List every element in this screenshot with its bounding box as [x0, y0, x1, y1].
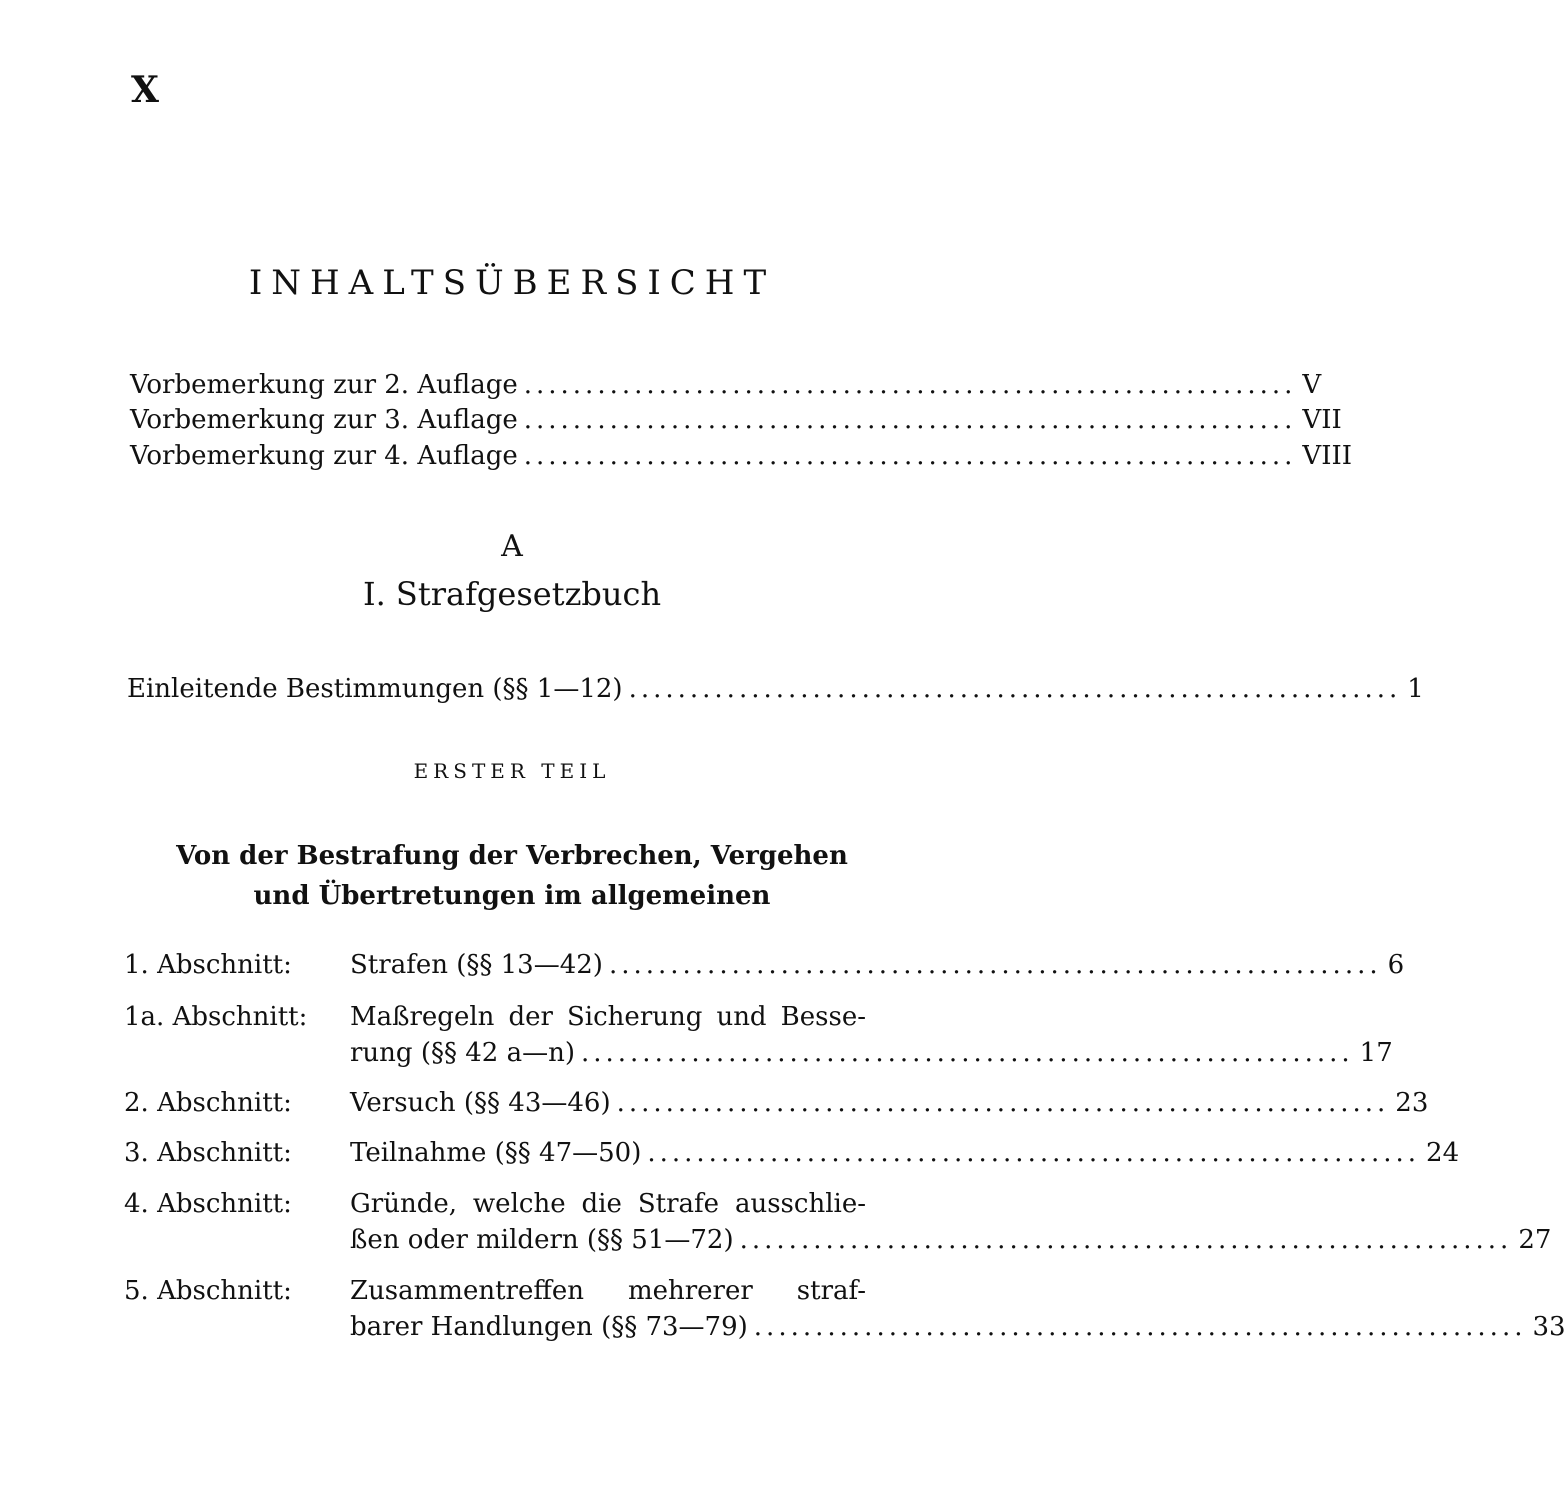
section-letter: A	[501, 529, 523, 564]
chapter-title-line-2: rung (§§ 42 a—n)	[350, 1038, 575, 1068]
chapter-page: 6	[1387, 950, 1405, 980]
chapter-entry-1	[124, 950, 1405, 986]
chapter-title-line-1: Gründe, welche die Strafe ausschlie-	[350, 1189, 866, 1219]
book-title: I. Strafgesetzbuch	[362, 575, 662, 613]
chapter-title-line-2: barer Handlungen (§§ 73—79)	[350, 1312, 748, 1342]
chapter-page: 23	[1395, 1088, 1429, 1118]
chapter-title: Versuch (§§ 43—46)	[350, 1088, 611, 1118]
chapter-title-line-2: ßen oder mildern (§§ 51—72)	[350, 1225, 734, 1255]
toc-entry-page: 1	[1407, 674, 1424, 704]
part-heading: ERSTER TEIL	[413, 759, 611, 783]
chapter-entry-1a	[124, 1002, 1393, 1074]
page-title: INHALTSÜBERSICHT	[248, 263, 776, 303]
chapter-page: 24	[1426, 1138, 1460, 1168]
chapter-entry-2	[124, 1088, 1429, 1124]
chapter-title: Strafen (§§ 13—42)	[350, 950, 603, 980]
chapter-number: 1. Abschnitt:	[124, 950, 292, 980]
toc-entry-label: Vorbemerkung zur 2. Auflage	[130, 370, 518, 400]
chapter-number: 1a. Abschnitt:	[124, 1002, 308, 1032]
toc-entry-label: Vorbemerkung zur 4. Auflage	[130, 441, 518, 471]
part-subtitle-line-2: und Übertretungen im allgemeinen	[253, 881, 771, 911]
chapter-page: 33	[1532, 1312, 1566, 1342]
leader-dots: ...............................................................	[523, 405, 1297, 435]
leader-dots: ...............................................................	[608, 950, 1382, 980]
toc-entry-intro	[127, 674, 1424, 704]
toc-entry-page: VIII	[1302, 441, 1353, 471]
chapter-entry-4	[124, 1189, 1552, 1261]
toc-entry-preface-2	[130, 370, 1322, 400]
part-subtitle	[0, 836, 1024, 916]
leader-dots: ...............................................................	[628, 674, 1402, 704]
toc-entry-label: Einleitende Bestimmungen (§§ 1—12)	[127, 674, 623, 704]
chapter-number: 2. Abschnitt:	[124, 1088, 292, 1118]
chapter-page: 17	[1359, 1038, 1393, 1068]
chapter-page: 27	[1518, 1225, 1552, 1255]
chapter-number: 3. Abschnitt:	[124, 1138, 292, 1168]
leader-dots: ...............................................................	[739, 1225, 1513, 1255]
leader-dots: ...............................................................	[523, 441, 1297, 471]
page-number: X	[131, 69, 159, 111]
toc-entry-page: VII	[1302, 405, 1342, 435]
leader-dots: ...............................................................	[523, 370, 1297, 400]
chapter-entry-3	[124, 1138, 1460, 1174]
chapter-title-line-1: Maßregeln der Sicherung und Besse-	[350, 1002, 866, 1032]
toc-entry-preface-4	[130, 441, 1353, 471]
leader-dots: ...............................................................	[616, 1088, 1390, 1118]
part-subtitle-line-1: Von der Bestrafung der Verbrechen, Vergehen	[176, 841, 848, 871]
chapter-entry-5	[124, 1276, 1566, 1348]
toc-entry-label: Vorbemerkung zur 3. Auflage	[130, 405, 518, 435]
chapter-number: 4. Abschnitt:	[124, 1189, 292, 1219]
chapter-title-line-1: Zusammentreffen mehrerer straf-	[350, 1276, 866, 1306]
toc-entry-preface-3	[130, 405, 1342, 435]
chapter-title: Teilnahme (§§ 47—50)	[350, 1138, 642, 1168]
toc-entry-page: V	[1302, 370, 1322, 400]
leader-dots: ...............................................................	[647, 1138, 1421, 1168]
leader-dots: ...............................................................	[580, 1038, 1354, 1068]
chapter-number: 5. Abschnitt:	[124, 1276, 292, 1306]
leader-dots: ...............................................................	[753, 1312, 1527, 1342]
